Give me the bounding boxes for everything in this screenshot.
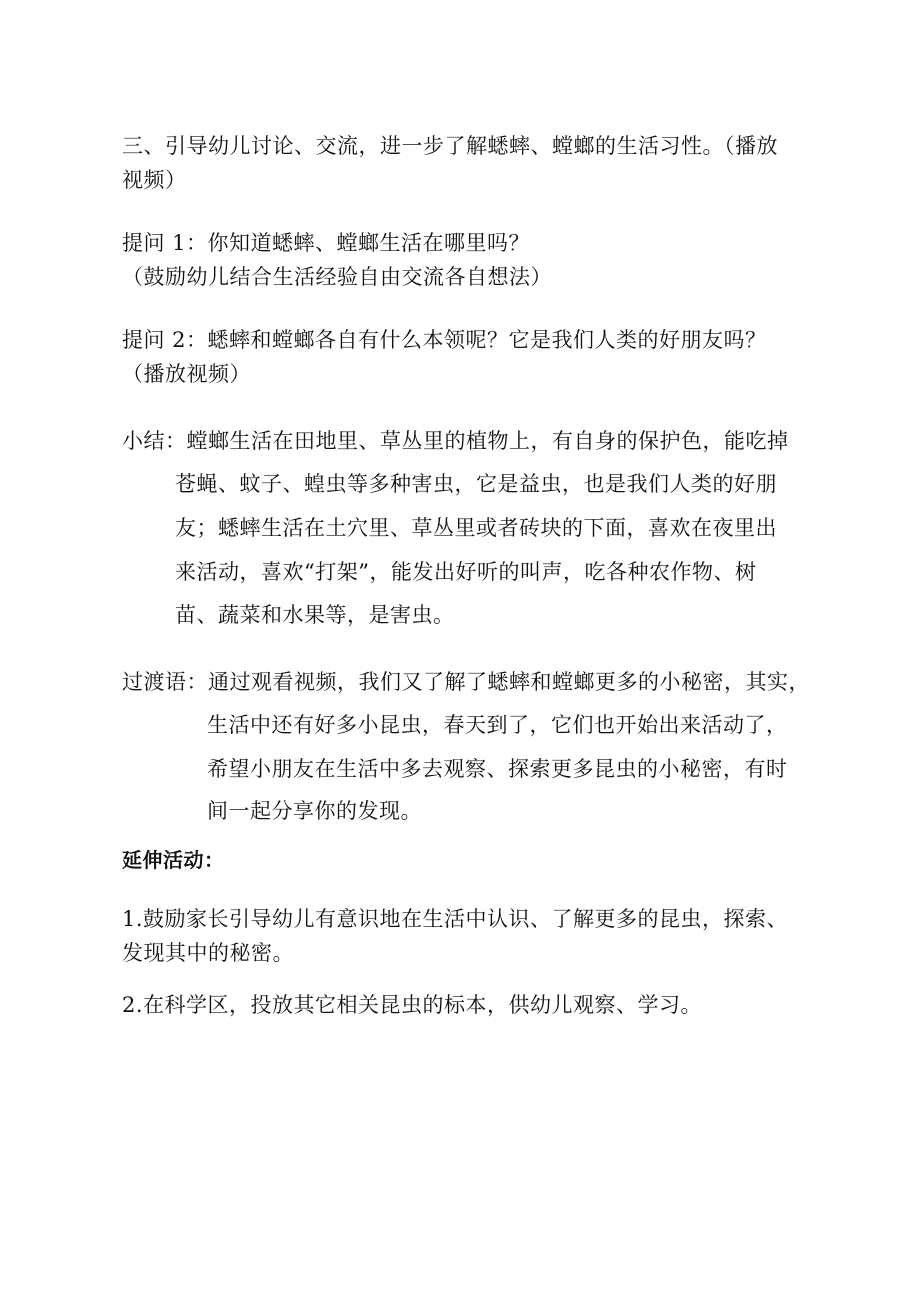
question2-line-1: 提问 2：蟋蟀和螳螂各自有什么本领呢？它是我们人类的好朋友吗？ bbox=[122, 328, 767, 352]
question1-line-1: 提问 1：你知道蟋蟀、螳螂生活在哪里吗？ bbox=[122, 231, 531, 255]
summary-line-5: 苗、蔬菜和水果等，是害虫。 bbox=[175, 603, 455, 627]
question1-line-2: （鼓励幼儿结合生活经验自由交流各自想法） bbox=[122, 265, 552, 289]
summary-line-3: 友；蟋蟀生活在土穴里、草丛里或者砖块的下面，喜欢在夜里出 bbox=[175, 516, 777, 540]
transition-line-3: 希望小朋友在生活中多去观察、探索更多昆虫的小秘密，有时 bbox=[207, 757, 788, 781]
transition-line-4: 间一起分享你的发现。 bbox=[207, 799, 422, 823]
extension-heading: 延伸活动： bbox=[122, 848, 225, 872]
extension-item1-line-1: 1.鼓励家长引导幼儿有意识地在生活中认识、了解更多的昆虫，探索、 bbox=[122, 907, 789, 931]
extension-item2: 2.在科学区，投放其它相关昆虫的标本，供幼儿观察、学习。 bbox=[122, 993, 703, 1017]
summary-line-2: 苍蝇、蚊子、蝗虫等多种害虫，它是益虫，也是我们人类的好朋 bbox=[175, 472, 777, 496]
summary-line-1: 小结：螳螂生活在田地里、草丛里的植物上，有自身的保护色，能吃掉 bbox=[122, 429, 789, 453]
section3-line-2: 视频） bbox=[122, 168, 187, 192]
transition-line-2: 生活中还有好多小昆虫，春天到了，它们也开始出来活动了， bbox=[207, 713, 788, 737]
question2-line-2: （播放视频） bbox=[122, 362, 251, 386]
extension-item1-line-2: 发现其中的秘密。 bbox=[122, 941, 294, 965]
section3-line-1: 三、引导幼儿讨论、交流，进一步了解蟋蟀、螳螂的生活习性。（播放 bbox=[122, 134, 778, 158]
summary-line-4: 来活动，喜欢“打架”，能发出好听的叫声，吃各种农作物、树 bbox=[175, 560, 757, 584]
transition-line-1: 过渡语：通过观看视频，我们又了解了蟋蟀和螳螂更多的小秘密，其实， bbox=[122, 670, 810, 694]
